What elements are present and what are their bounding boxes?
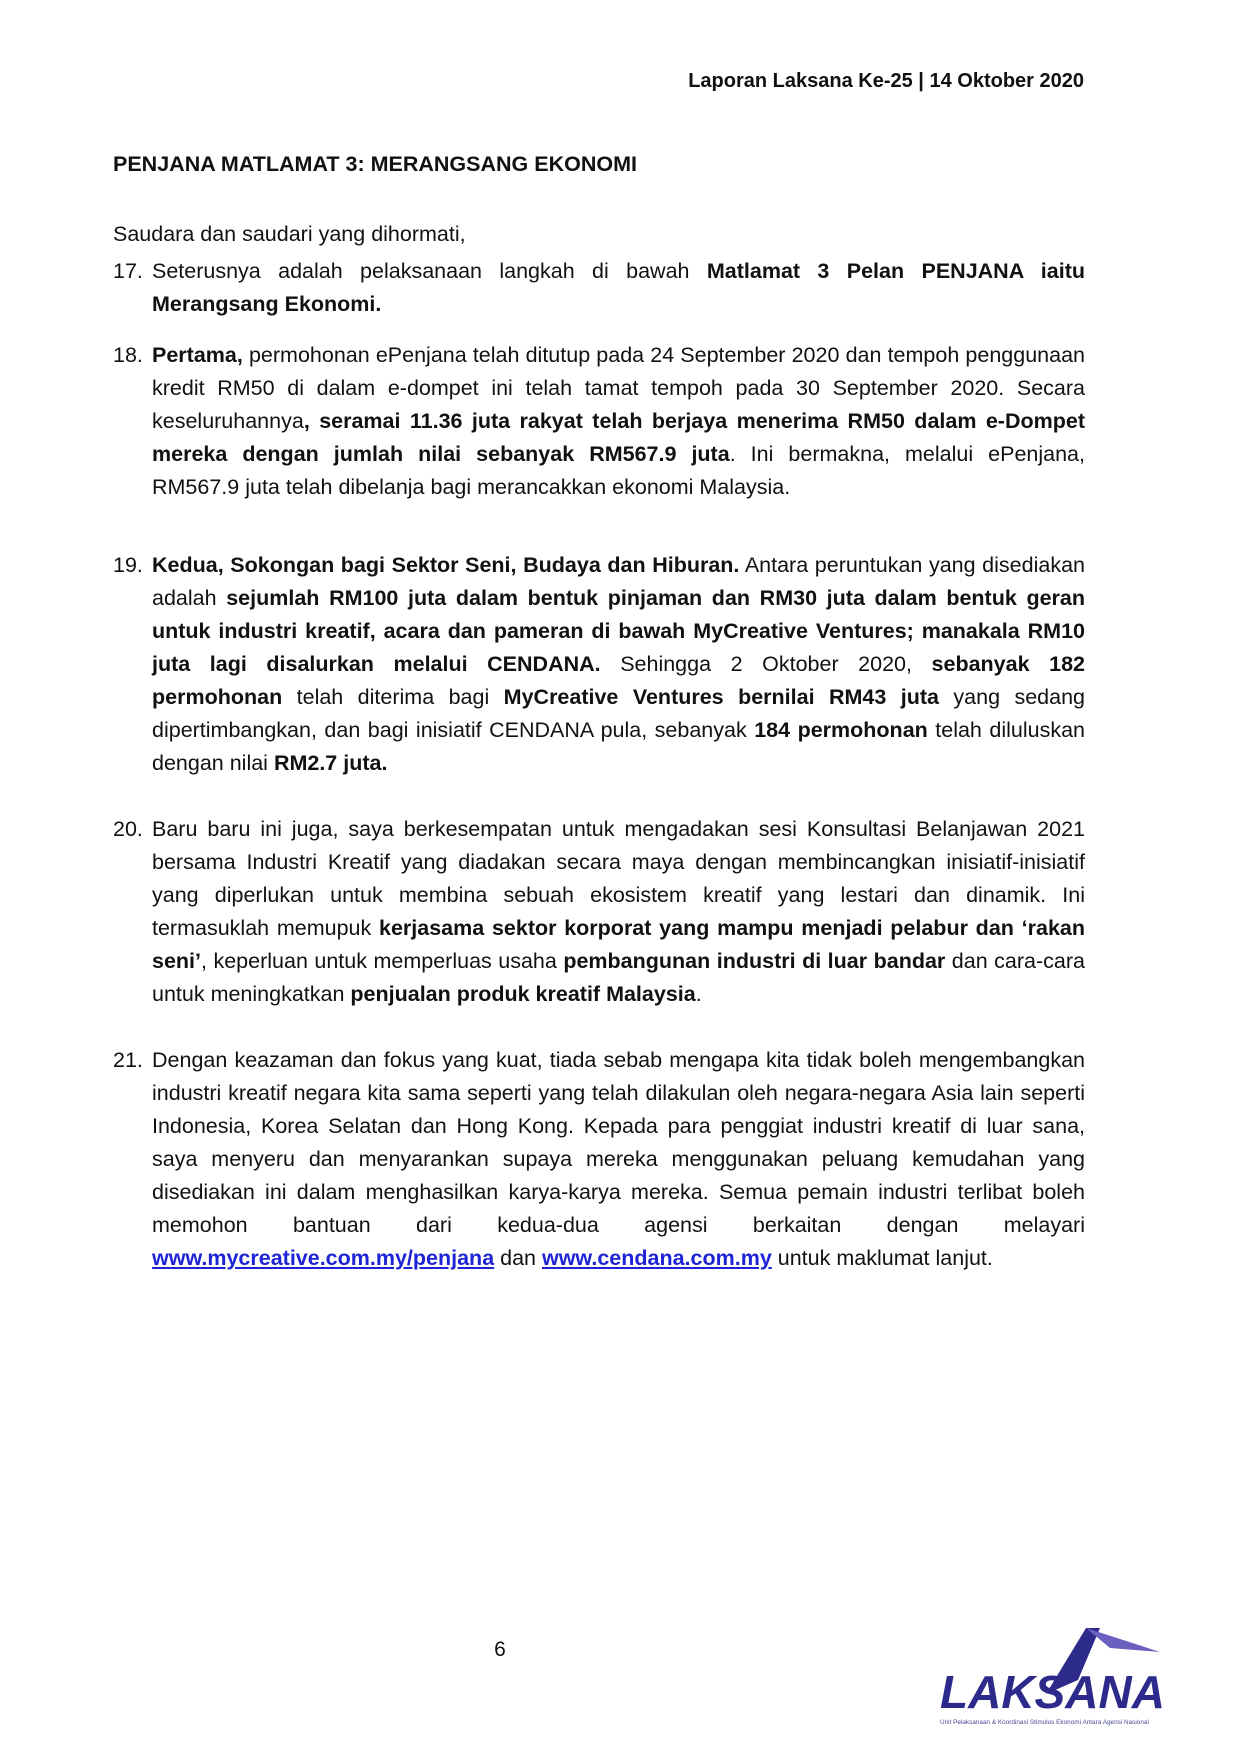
body-text: dan cara-cara untuk meningkatkan [152, 949, 1085, 1006]
report-header: Laporan Laksana Ke-25 | 14 Oktober 2020 [688, 70, 1084, 92]
greeting: Saudara dan saudari yang dihormati, [113, 222, 466, 246]
logo-tagline: Unit Pelaksanaan & Koordinasi Stimulus Ekonomi Antara Agensi Nasional [940, 1719, 1149, 1726]
bold-text: kerjasama sektor korporat yang mampu menjadi pelabur dan ‘rakan seni’ [152, 916, 1085, 973]
paragraph-text [152, 549, 1085, 780]
logo-wordmark: LAKSANA [940, 1666, 1165, 1718]
body-text: Baru baru ini juga, saya berkesempatan untuk mengadakan sesi Konsultasi Belanjawan 2021 bersama Industri Kreatif yang diadakan secara maya dengan membincangkan inisiatif-inisiatif yang diperlukan untuk membina sebuah ekosistem kreatif yang lestari dan dinamik. Ini termasuklah memupuk [152, 817, 1085, 940]
section-title: PENJANA MATLAMAT 3: MERANGSANG EKONOMI [113, 152, 637, 176]
paragraph-21 [113, 1044, 1085, 1275]
paragraph-20 [113, 813, 1085, 1011]
website-link[interactable]: www.mycreative.com.my/penjana [152, 1246, 495, 1270]
bold-text: Matlamat 3 Pelan PENJANA iaitu Merangsang Ekonomi. [152, 259, 1085, 316]
paragraph-19 [113, 549, 1085, 780]
website-link[interactable]: www.cendana.com.my [541, 1246, 772, 1270]
body-text: telah diterima bagi [282, 685, 504, 709]
paragraph-number: 19. [113, 553, 143, 577]
body-text: , keperluan untuk memperluas usaha [201, 949, 564, 973]
bold-text: penjualan produk kreatif Malaysia [350, 982, 696, 1006]
body-text: Seterusnya adalah pelaksanaan langkah di bawah [152, 259, 707, 283]
bold-text: pembangunan industri di luar bandar [563, 949, 946, 973]
laksana-logo [928, 1618, 1182, 1733]
paragraph-18 [113, 339, 1085, 504]
body-text: telah diluluskan dengan nilai [152, 718, 1086, 775]
body-text: untuk maklumat lanjut. [771, 1246, 993, 1270]
body-text: . Ini bermakna, melalui ePenjana, RM567.9 juta telah dibelanja bagi merancakkan ekonomi Malaysia. [152, 442, 1085, 499]
bold-text: Kedua, Sokongan bagi Sektor Seni, Budaya dan Hiburan. [152, 553, 740, 577]
body-text: Antara peruntukan yang disediakan adalah [152, 553, 1085, 610]
paragraph-text [152, 813, 1085, 1011]
page-number: 6 [494, 1638, 506, 1661]
bold-text: 184 permohonan [754, 718, 928, 742]
paragraph-number: 17. [113, 259, 143, 283]
paragraph-text [152, 1044, 1085, 1275]
paragraph-number: 21. [113, 1048, 143, 1072]
paragraph-number: 18. [113, 343, 143, 367]
bold-text: Pertama, [152, 343, 243, 367]
paragraph-text [152, 255, 1085, 321]
paragraph-17 [113, 255, 1085, 321]
bold-text: sebanyak 182 permohonan [152, 652, 1085, 709]
bold-text: MyCreative Ventures bernilai RM43 juta [503, 685, 939, 709]
body-text: yang sedang dipertimbangkan, dan bagi inisiatif CENDANA pula, sebanyak [152, 685, 1086, 742]
bold-text: , seramai 11.36 juta rakyat telah berjaya menerima RM50 dalam e-Dompet mereka dengan jumlah nilai sebanyak RM567.9 juta [152, 409, 1085, 466]
paragraph-text [152, 339, 1085, 504]
body-text: Sehingga 2 Oktober 2020, [600, 652, 932, 676]
body-text: permohonan ePenjana telah ditutup pada 24 September 2020 dan tempoh penggunaan kredit RM50 di dalam e-dompet ini telah tamat tempoh pada 30 September 2020. Secara keseluruhannya [152, 343, 1085, 433]
body-text: Dengan keazaman dan fokus yang kuat, tiada sebab mengapa kita tidak boleh mengembangkan industri kreatif negara kita sama seperti yang telah dilakulan oleh negara-negara Asia lain seperti Indonesia, Korea Selatan dan Hong Kong. Kepada para penggiat industri kreatif di luar sana, saya menyeru dan menyarankan supaya mereka menggunakan peluang kemudahan yang disediakan ini dalam menghasilkan karya-karya mereka. Semua pemain industri terlibat boleh memohon bantuan dari kedua-dua agensi berkaitan dengan melayari [152, 1048, 1085, 1237]
bold-text: sejumlah RM100 juta dalam bentuk pinjaman dan RM30 juta dalam bentuk geran untuk industri kreatif, acara dan pameran di bawah MyCreative Ventures; manakala RM10 juta lagi disalurkan melalui CENDANA. [152, 586, 1085, 676]
paragraph-number: 20. [113, 817, 143, 841]
body-text: . [695, 982, 702, 1006]
bold-text: RM2.7 juta. [273, 751, 388, 775]
body-text: dan [494, 1246, 542, 1270]
